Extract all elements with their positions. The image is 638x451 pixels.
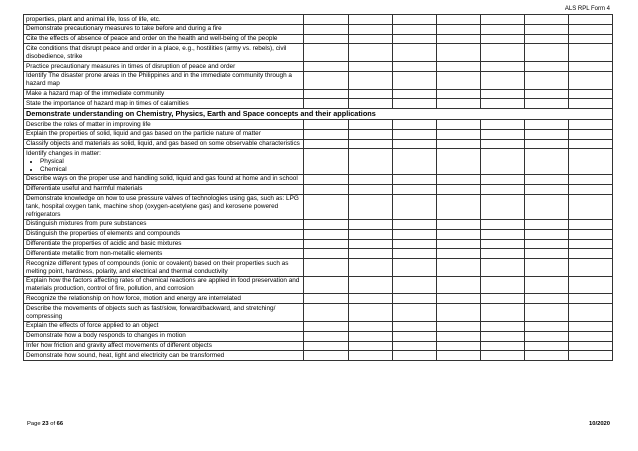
rating-cell	[436, 239, 480, 249]
rating-cell	[348, 15, 392, 25]
table-row	[24, 44, 613, 62]
table-row	[24, 34, 613, 44]
rating-cell	[480, 219, 524, 229]
rating-cell	[524, 249, 568, 259]
rating-cell	[392, 174, 436, 184]
rating-cell	[568, 24, 612, 34]
competency-cell: Cite conditions that disrupt peace and order in a place, e.g., hostilities (army vs. rebels), civil disobedience, strike	[24, 44, 304, 62]
rating-cell	[304, 184, 348, 194]
page-of: of	[48, 421, 57, 427]
rating-cell	[524, 294, 568, 304]
rating-cell	[436, 89, 480, 99]
changes-label: Identify changes in matter:	[26, 149, 101, 157]
rating-cell	[524, 239, 568, 249]
rating-cell	[480, 184, 524, 194]
list-item: • Chemical	[40, 166, 301, 174]
rating-cell	[524, 341, 568, 351]
rating-cell	[392, 24, 436, 34]
rating-cell	[392, 239, 436, 249]
rating-cell	[480, 321, 524, 331]
rating-cell	[524, 62, 568, 72]
rating-cell	[480, 44, 524, 62]
rating-cell	[524, 259, 568, 277]
rating-cell	[568, 219, 612, 229]
competency-cell: Cite the effects of absence of peace and order on the health and well-being of the people	[24, 34, 304, 44]
table-row	[24, 194, 613, 219]
table-row	[24, 99, 613, 109]
table-row	[24, 219, 613, 229]
competency-cell: Differentiate useful and harmful materials	[24, 184, 304, 194]
rating-cell	[436, 294, 480, 304]
rating-cell	[304, 304, 348, 322]
competency-cell: Make a hazard map of the immediate community	[24, 89, 304, 99]
rating-cell	[392, 331, 436, 341]
rating-cell	[524, 304, 568, 322]
rating-cell	[436, 276, 480, 294]
rating-cell	[568, 139, 612, 149]
rating-cell	[348, 149, 392, 174]
rating-cell	[524, 276, 568, 294]
competency-cell: Distinguish mixtures from pure substances	[24, 219, 304, 229]
rating-cell	[304, 351, 348, 361]
rating-cell	[524, 139, 568, 149]
rating-cell	[436, 304, 480, 322]
rating-cell	[524, 219, 568, 229]
rating-cell	[436, 219, 480, 229]
rating-cell	[392, 71, 436, 89]
rating-cell	[524, 71, 568, 89]
rating-cell	[392, 89, 436, 99]
competency-table	[23, 14, 613, 361]
rating-cell	[480, 34, 524, 44]
rating-cell	[436, 129, 480, 139]
rating-cell	[436, 99, 480, 109]
rating-cell	[480, 259, 524, 277]
rating-cell	[568, 120, 612, 130]
rating-cell	[568, 294, 612, 304]
rating-cell	[304, 276, 348, 294]
rating-cell	[568, 341, 612, 351]
rating-cell	[524, 44, 568, 62]
rating-cell	[568, 129, 612, 139]
competency-cell	[24, 149, 304, 174]
rating-cell	[392, 129, 436, 139]
competency-cell: State the importance of hazard map in times of calamities	[24, 99, 304, 109]
rating-cell	[524, 89, 568, 99]
rating-cell	[392, 120, 436, 130]
table-row	[24, 351, 613, 361]
rating-cell	[480, 294, 524, 304]
table-row	[24, 249, 613, 259]
rating-cell	[304, 99, 348, 109]
rating-cell	[304, 294, 348, 304]
rating-cell	[436, 24, 480, 34]
page-number	[27, 421, 63, 427]
rating-cell	[480, 249, 524, 259]
rating-cell	[304, 194, 348, 219]
table-row	[24, 149, 613, 174]
rating-cell	[348, 89, 392, 99]
rating-cell	[436, 321, 480, 331]
table-row	[24, 294, 613, 304]
competency-cell: Explain how the factors affecting rates of chemical reactions are applied in food preservation and materials production, control of fire, pollution, and corrosion	[24, 276, 304, 294]
rating-cell	[304, 139, 348, 149]
rating-cell	[436, 259, 480, 277]
competency-cell: Explain the properties of solid, liquid and gas based on the particle nature of matter	[24, 129, 304, 139]
rating-cell	[436, 194, 480, 219]
rating-cell	[392, 351, 436, 361]
rating-cell	[480, 304, 524, 322]
rating-cell	[568, 99, 612, 109]
rating-cell	[568, 331, 612, 341]
rating-cell	[304, 249, 348, 259]
rating-cell	[480, 129, 524, 139]
competency-cell: Practice precautionary measures in times of disruption of peace and order	[24, 62, 304, 72]
rating-cell	[436, 174, 480, 184]
rating-cell	[348, 174, 392, 184]
rating-cell	[348, 239, 392, 249]
rating-cell	[392, 149, 436, 174]
rating-cell	[436, 34, 480, 44]
table-row	[24, 229, 613, 239]
table-row	[24, 24, 613, 34]
rating-cell	[524, 174, 568, 184]
table-row	[24, 341, 613, 351]
rating-cell	[480, 239, 524, 249]
section-row	[24, 109, 613, 120]
rating-cell	[568, 89, 612, 99]
rating-cell	[436, 120, 480, 130]
table-row	[24, 89, 613, 99]
rating-cell	[480, 99, 524, 109]
rating-cell	[348, 321, 392, 331]
rating-cell	[524, 194, 568, 219]
rating-cell	[436, 341, 480, 351]
rating-cell	[568, 276, 612, 294]
rating-cell	[568, 194, 612, 219]
rating-cell	[568, 321, 612, 331]
rating-cell	[304, 331, 348, 341]
rating-cell	[348, 139, 392, 149]
rating-cell	[568, 351, 612, 361]
competency-cell: properties, plant and animal life, loss of life, etc.	[24, 15, 304, 25]
rating-cell	[436, 184, 480, 194]
competency-cell: Distinguish the properties of elements and compounds	[24, 229, 304, 239]
competency-cell: Recognize the relationship on how force, motion and energy are interrelated	[24, 294, 304, 304]
table-row	[24, 71, 613, 89]
section-heading: Demonstrate understanding on Chemistry, Physics, Earth and Space concepts and their applications	[24, 109, 613, 120]
rating-cell	[304, 129, 348, 139]
table-row	[24, 62, 613, 72]
rating-cell	[436, 351, 480, 361]
footer-date: 10/2020	[589, 421, 610, 427]
rating-cell	[568, 304, 612, 322]
rating-cell	[348, 71, 392, 89]
rating-cell	[348, 249, 392, 259]
form-label: ALS RPL Form 4	[564, 6, 610, 12]
table-row	[24, 331, 613, 341]
rating-cell	[392, 304, 436, 322]
table-row	[24, 139, 613, 149]
rating-cell	[348, 44, 392, 62]
rating-cell	[392, 15, 436, 25]
competency-cell: Demonstrate how a body responds to changes in motion	[24, 331, 304, 341]
rating-cell	[304, 239, 348, 249]
rating-cell	[348, 276, 392, 294]
rating-cell	[304, 120, 348, 130]
rating-cell	[348, 129, 392, 139]
rating-cell	[436, 15, 480, 25]
rating-cell	[480, 62, 524, 72]
rating-cell	[392, 229, 436, 239]
rating-cell	[304, 62, 348, 72]
rating-cell	[436, 139, 480, 149]
rating-cell	[348, 351, 392, 361]
rating-cell	[436, 331, 480, 341]
table-row	[24, 304, 613, 322]
page-prefix: Page	[27, 421, 43, 427]
page-total: 66	[56, 421, 64, 427]
rating-cell	[480, 194, 524, 219]
rating-cell	[568, 229, 612, 239]
rating-cell	[568, 71, 612, 89]
rating-cell	[348, 341, 392, 351]
rating-cell	[304, 34, 348, 44]
rating-cell	[524, 99, 568, 109]
rating-cell	[304, 259, 348, 277]
rating-cell	[392, 194, 436, 219]
rating-cell	[524, 149, 568, 174]
rating-cell	[436, 149, 480, 174]
rating-cell	[348, 294, 392, 304]
rating-cell	[304, 24, 348, 34]
rating-cell	[392, 219, 436, 229]
table-row	[24, 120, 613, 130]
table-row	[24, 239, 613, 249]
rating-cell	[524, 184, 568, 194]
rating-cell	[348, 259, 392, 277]
competency-cell: Describe ways on the proper use and handling solid, liquid and gas found at home and in school	[24, 174, 304, 184]
rating-cell	[392, 259, 436, 277]
rating-cell	[568, 149, 612, 174]
rating-cell	[392, 321, 436, 331]
competency-cell: Explain the effects of force applied to an object	[24, 321, 304, 331]
rating-cell	[348, 184, 392, 194]
table-row	[24, 15, 613, 25]
rating-cell	[348, 304, 392, 322]
rating-cell	[524, 129, 568, 139]
competency-cell: Describe the roles of matter in improving life	[24, 120, 304, 130]
competency-cell: Demonstrate knowledge on how to use pressure valves of technologies using gas, such as: LPG tank, hospital oxygen tank, machine shop (oxygen-acetylene gas) and kerosene powered refrigerators	[24, 194, 304, 219]
rating-cell	[436, 71, 480, 89]
rating-cell	[304, 229, 348, 239]
rating-cell	[480, 229, 524, 239]
rating-cell	[480, 139, 524, 149]
competency-cell: Classify objects and materials as solid, liquid, and gas based on some observable characteristics	[24, 139, 304, 149]
rating-cell	[392, 139, 436, 149]
rating-cell	[568, 34, 612, 44]
rating-cell	[480, 331, 524, 341]
competency-cell: Differentiate the properties of acidic and basic mixtures	[24, 239, 304, 249]
rating-cell	[348, 34, 392, 44]
rating-cell	[480, 276, 524, 294]
rating-cell	[524, 331, 568, 341]
rating-cell	[568, 62, 612, 72]
rating-cell	[436, 44, 480, 62]
rating-cell	[348, 331, 392, 341]
rating-cell	[392, 341, 436, 351]
rating-cell	[348, 120, 392, 130]
competency-cell: Differentiate metallic from non-metallic elements	[24, 249, 304, 259]
rating-cell	[436, 229, 480, 239]
rating-cell	[304, 15, 348, 25]
rating-cell	[392, 249, 436, 259]
rating-cell	[304, 71, 348, 89]
competency-cell: Describe the movements of objects such as fast/slow, forward/backward, and stretching/ compressing	[24, 304, 304, 322]
rating-cell	[304, 89, 348, 99]
rating-cell	[392, 294, 436, 304]
rating-cell	[392, 184, 436, 194]
rating-cell	[524, 15, 568, 25]
rating-cell	[480, 15, 524, 25]
rating-cell	[392, 44, 436, 62]
rating-cell	[480, 351, 524, 361]
table-row	[24, 276, 613, 294]
rating-cell	[568, 184, 612, 194]
table-row	[24, 174, 613, 184]
rating-cell	[568, 15, 612, 25]
rating-cell	[304, 321, 348, 331]
table-row	[24, 129, 613, 139]
rating-cell	[348, 229, 392, 239]
rating-cell	[304, 341, 348, 351]
rating-cell	[436, 249, 480, 259]
changes-list	[26, 158, 301, 174]
rating-cell	[568, 174, 612, 184]
rating-cell	[348, 194, 392, 219]
rating-cell	[392, 62, 436, 72]
rating-cell	[348, 62, 392, 72]
rating-cell	[568, 44, 612, 62]
rating-cell	[304, 149, 348, 174]
competency-cell: Identify The disaster prone areas in the Philippines and in the immediate community through a hazard map	[24, 71, 304, 89]
competency-cell: Demonstrate how sound, heat, light and electricity can be transformed	[24, 351, 304, 361]
rating-cell	[392, 276, 436, 294]
competency-cell: Demonstrate precautionary measures to take before and during a fire	[24, 24, 304, 34]
competency-cell: Recognize different types of compounds (ionic or covalent) based on their properties such as melting point, hardness, polarity, and electrical and thermal conductivity	[24, 259, 304, 277]
rating-cell	[348, 24, 392, 34]
rating-cell	[480, 120, 524, 130]
rating-cell	[480, 174, 524, 184]
rating-cell	[524, 229, 568, 239]
rating-cell	[480, 71, 524, 89]
rating-cell	[480, 24, 524, 34]
rating-cell	[480, 149, 524, 174]
rating-cell	[524, 321, 568, 331]
rating-cell	[480, 341, 524, 351]
rating-cell	[524, 351, 568, 361]
rating-cell	[348, 219, 392, 229]
rating-cell	[568, 259, 612, 277]
rating-cell	[304, 219, 348, 229]
rating-cell	[524, 120, 568, 130]
table-row	[24, 259, 613, 277]
rating-cell	[392, 34, 436, 44]
rating-cell	[568, 239, 612, 249]
list-item: • Physical	[40, 158, 301, 166]
competency-cell: Infer how friction and gravity affect movements of different objects	[24, 341, 304, 351]
table-row	[24, 184, 613, 194]
page-current: 23	[42, 421, 49, 427]
table-body	[24, 15, 613, 361]
rating-cell	[524, 24, 568, 34]
rating-cell	[304, 44, 348, 62]
rating-cell	[348, 99, 392, 109]
rating-cell	[436, 62, 480, 72]
rating-cell	[524, 34, 568, 44]
rating-cell	[480, 89, 524, 99]
rating-cell	[392, 99, 436, 109]
table-row	[24, 321, 613, 331]
rating-cell	[568, 249, 612, 259]
rating-cell	[304, 174, 348, 184]
